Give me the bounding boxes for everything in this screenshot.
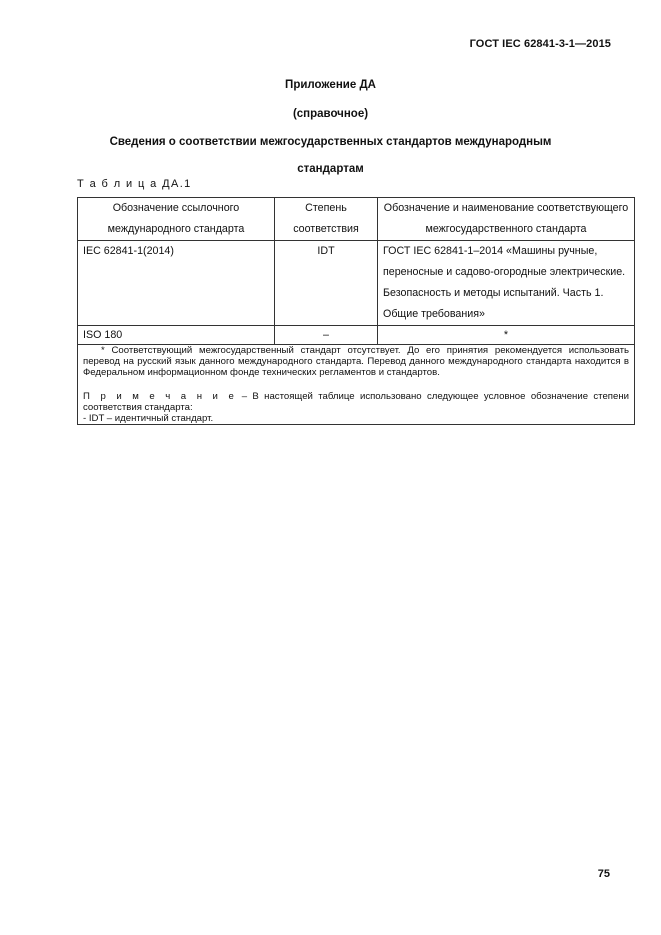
annex-title: Приложение ДА <box>285 79 376 91</box>
annex-heading-line-1: Сведения о соответствии межгосударственных стандартов международным <box>109 136 552 148</box>
header-reference-standard: Обозначение ссылочного международного стандарта <box>78 198 275 241</box>
correspondence-table <box>77 197 635 425</box>
header-degree: Степень соответствия <box>275 198 378 241</box>
table-footnote: * Соответствующий межгосударственный стандарт отсутствует. До его принятия рекомендуется использовать перевод на русский язык данного международного стандарта. Перевод данного международного стандарта находится в Федеральном информационном фонде технических регламентов и стандартов. <box>83 345 629 379</box>
cell-reference: ISO 180 <box>78 326 275 345</box>
table-header-row <box>78 198 635 241</box>
note-item: - IDT – идентичный стандарт. <box>83 413 214 425</box>
annex-heading-line-2: стандартам <box>297 163 364 175</box>
header-national-standard: Обозначение и наименование соответствующего межгосударственного стандарта <box>378 198 635 241</box>
page-number: 75 <box>597 868 610 880</box>
note-label: П р и м е ч а н и е <box>83 390 237 402</box>
table-note <box>83 391 629 413</box>
cell-degree: – <box>275 326 378 345</box>
cell-degree: IDT <box>275 241 378 326</box>
cell-national: ГОСТ IEC 62841-1–2014 «Машины ручные, переносные и садово-огородные электрические. Безопасность и методы испытаний. Часть 1. Общие требования» <box>378 241 635 326</box>
table-row <box>78 241 635 326</box>
table-caption: Т а б л и ц а ДА.1 <box>77 178 192 190</box>
document-code: ГОСТ IEC 62841-3-1—2015 <box>469 38 611 50</box>
cell-national: * <box>378 326 635 345</box>
table-notes-cell <box>78 345 635 425</box>
annex-type: (справочное) <box>292 108 369 120</box>
table-row <box>78 326 635 345</box>
note-text: – В настоящей таблице использовано следующее условное обозначение степени соответствия стандарта: <box>83 390 629 413</box>
cell-reference: IEC 62841-1(2014) <box>78 241 275 326</box>
table-notes-row <box>78 345 635 425</box>
